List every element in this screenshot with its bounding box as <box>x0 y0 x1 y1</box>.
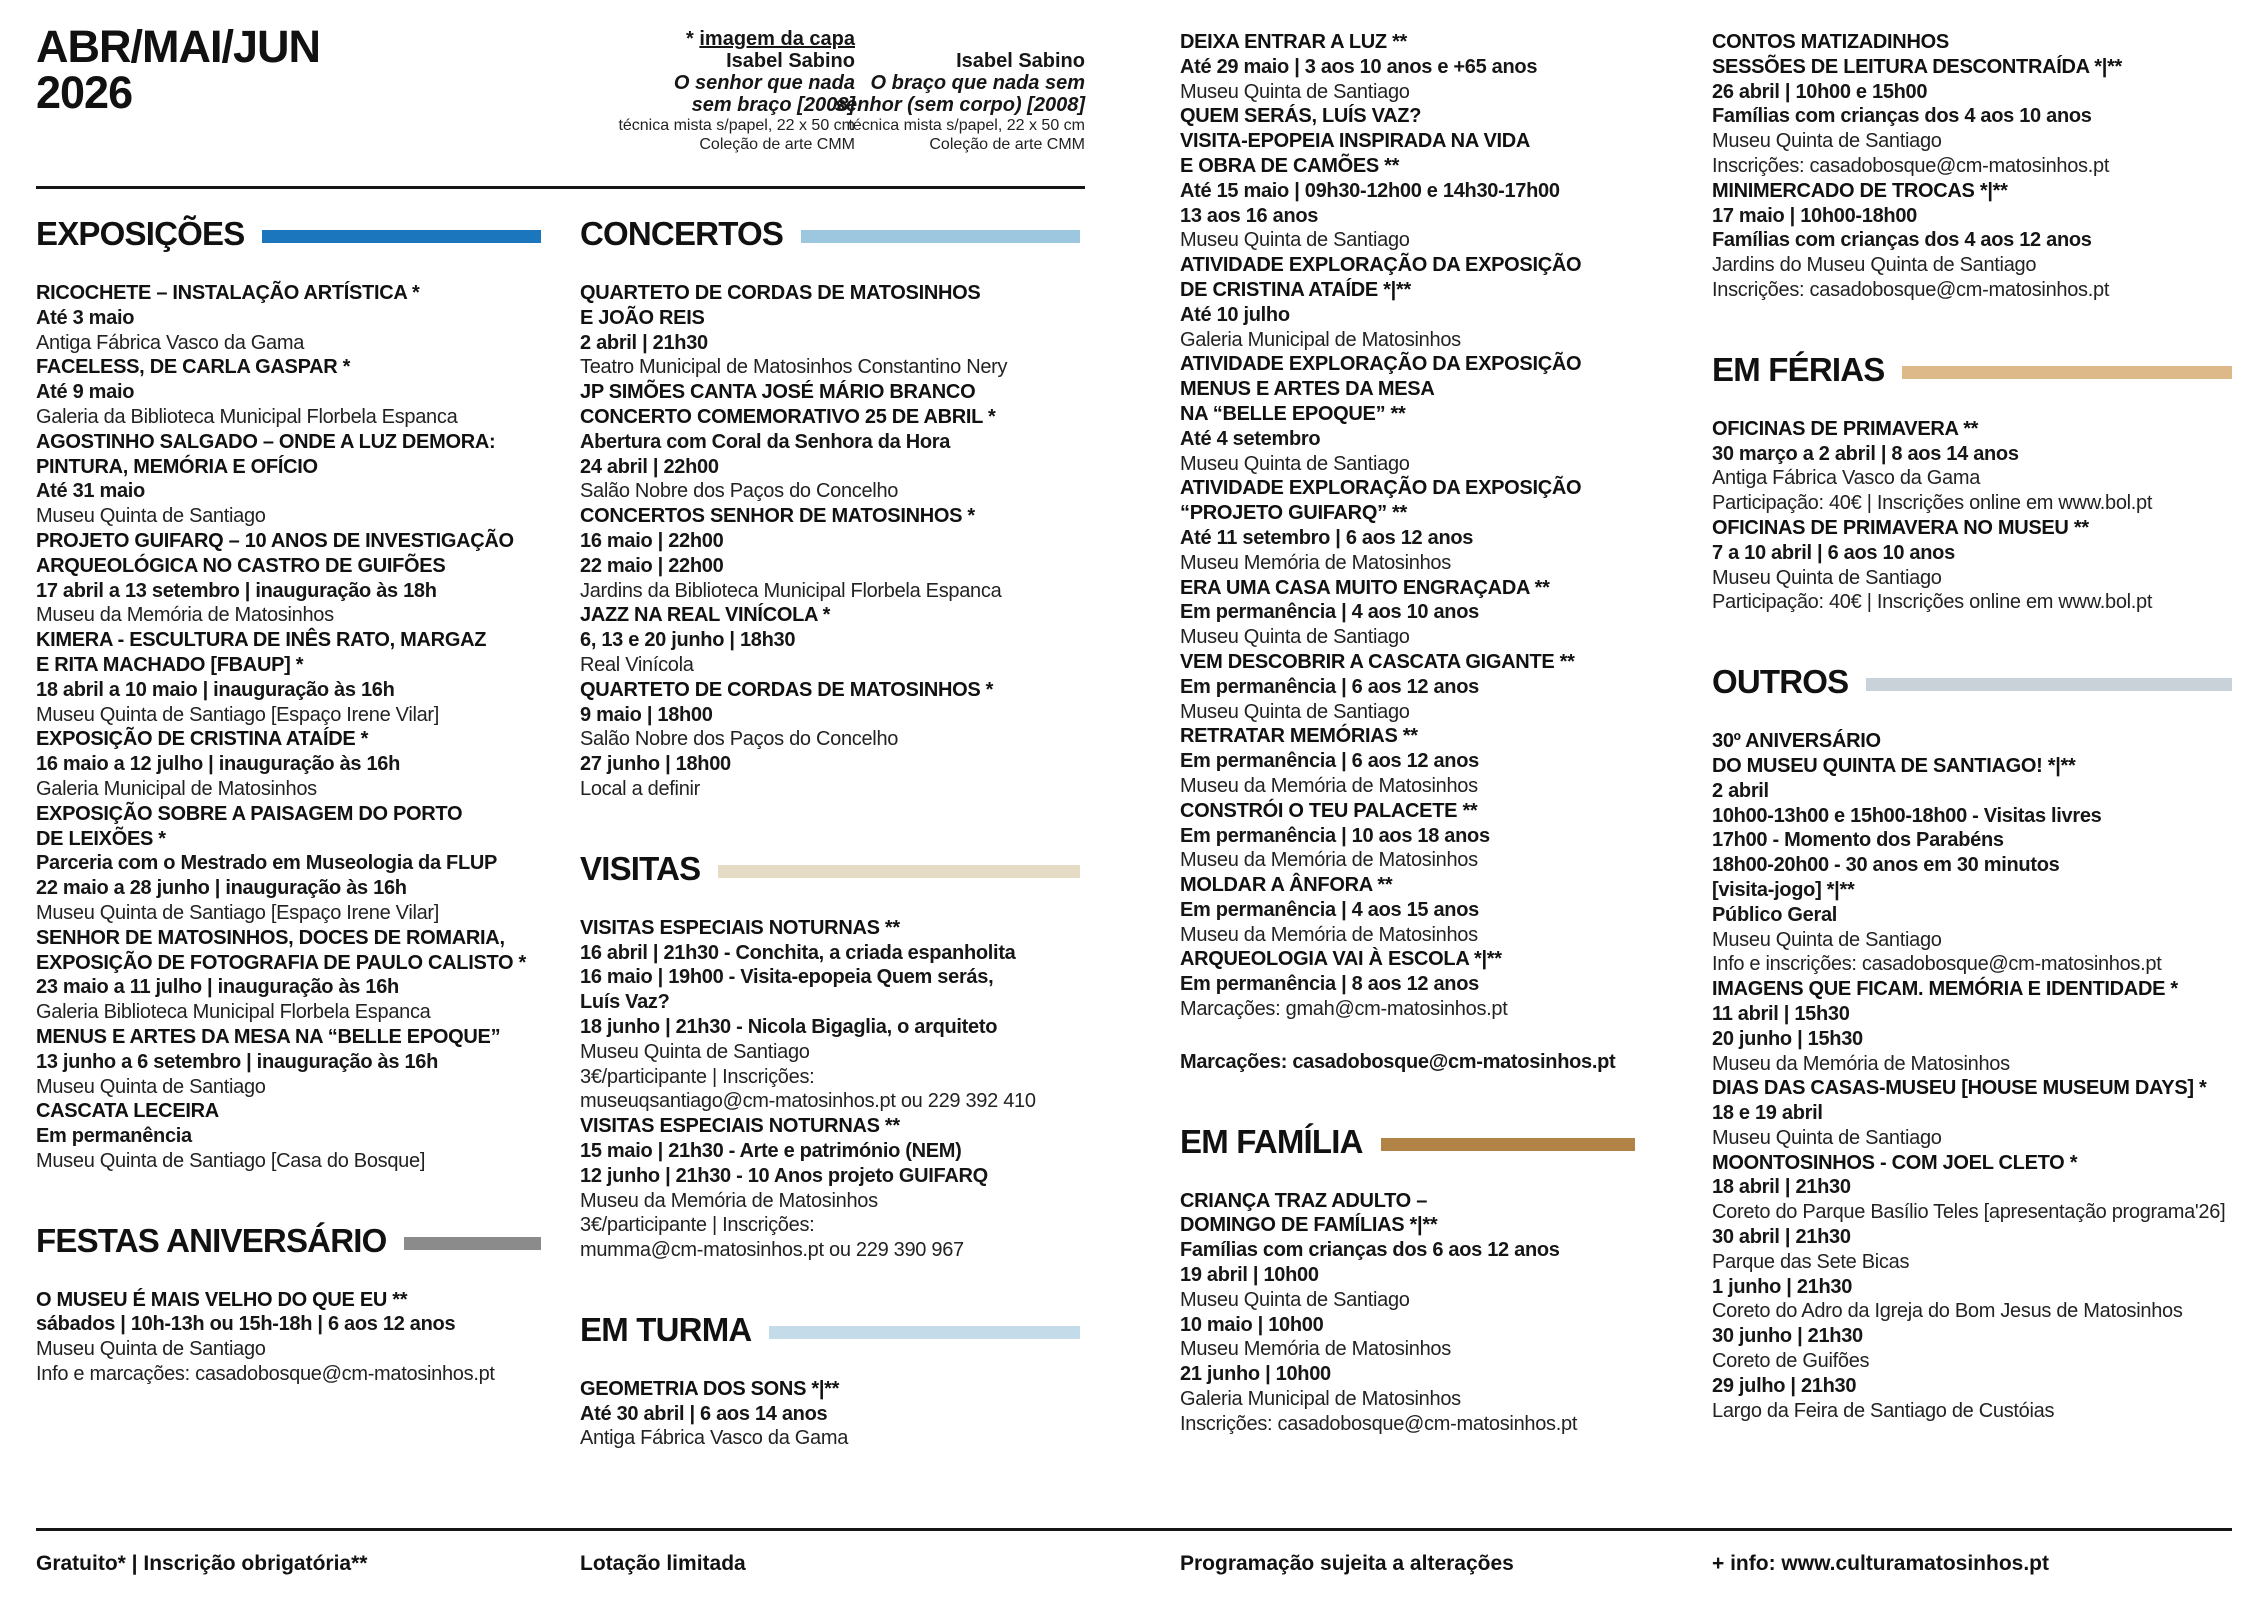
section-header <box>36 215 541 253</box>
event-title: SESSÕES DE LEITURA DESCONTRAÍDA *|** <box>1712 55 2123 78</box>
event-venue: Participação: 40€ | Inscrições online em www.bol.pt <box>1712 492 2153 515</box>
event-venue: Antiga Fábrica Vasco da Gama <box>1712 467 1981 490</box>
event-detail: 18h00-20h00 - 30 anos em 30 minutos <box>1712 854 2060 877</box>
event-title: MOONTOSINHOS - COM JOEL CLETO * <box>1712 1151 2078 1174</box>
event-detail: Famílias com crianças dos 6 aos 12 anos <box>1180 1239 1560 1262</box>
event-venue: Museu da Memória de Matosinhos <box>1180 774 1478 797</box>
event-venue: Museu Quinta de Santiago <box>1180 229 1410 252</box>
event-detail: Famílias com crianças dos 4 aos 12 anos <box>1712 229 2092 252</box>
event-title: CONCERTO COMEMORATIVO 25 DE ABRIL * <box>580 405 996 428</box>
artist-name: Isabel Sabino <box>726 50 855 72</box>
event-detail: Público Geral <box>1712 903 1838 926</box>
event-title: RICOCHETE – INSTALAÇÃO ARTÍSTICA * <box>36 282 420 304</box>
event-title: MINIMERCADO DE TROCAS *|** <box>1712 179 2008 202</box>
event-venue: Museu Quinta de Santiago <box>580 1040 810 1063</box>
artwork-collection: Coleção de arte CMM <box>929 136 1085 153</box>
event-title: VEM DESCOBRIR A CASCATA GIGANTE ** <box>1180 650 1575 673</box>
event-detail: 16 maio | 19h00 - Visita-epopeia Quem serás, <box>580 966 994 989</box>
event-detail: Famílias com crianças dos 4 aos 10 anos <box>1712 105 2092 128</box>
event-venue: Museu Quinta de Santiago <box>1180 452 1410 475</box>
event-title: DO MUSEU QUINTA DE SANTIAGO! *|** <box>1712 754 2076 777</box>
page-title <box>36 21 321 118</box>
event-title: KIMERA - ESCULTURA DE INÊS RATO, MARGAZ <box>36 629 487 652</box>
event-detail: Até 30 abril | 6 aos 14 anos <box>580 1402 828 1425</box>
footer-info-url: + info: www.culturamatosinhos.pt <box>1712 1552 2049 1575</box>
section-header <box>580 850 1080 888</box>
event-detail: 11 abril | 15h30 <box>1712 1002 1850 1025</box>
event-detail: 23 maio a 11 julho | inauguração às 16h <box>36 976 399 999</box>
page-title-line1: ABR/MAI/JUN <box>36 21 321 72</box>
event-detail: Em permanência | 8 aos 12 anos <box>1180 973 1479 996</box>
event-title: DIAS DAS CASAS-MUSEU [HOUSE MUSEUM DAYS] * <box>1712 1077 2207 1100</box>
footer-note-limited-capacity: Lotação limitada <box>580 1552 746 1575</box>
asterisk-marker: * <box>686 28 694 50</box>
event-detail: 18 junho | 21h30 - Nicola Bigaglia, o arquiteto <box>580 1015 998 1038</box>
event-detail: Parceria com o Mestrado em Museologia da FLUP <box>36 852 498 875</box>
event-title: ARQUEOLOGIA VAI À ESCOLA *|** <box>1180 948 1502 971</box>
event-detail: 21 junho | 10h00 <box>1180 1363 1331 1386</box>
event-title: FACELESS, DE CARLA GASPAR * <box>36 356 351 379</box>
footer-divider <box>36 1528 2232 1531</box>
event-detail: Até 15 maio | 09h30-12h00 e 14h30-17h00 <box>1180 179 1560 202</box>
event-title: DE CRISTINA ATAÍDE *|** <box>1180 278 1411 301</box>
event-detail: 18 abril | 21h30 <box>1712 1176 1851 1199</box>
event-detail: 22 maio a 28 junho | inauguração às 16h <box>36 877 407 900</box>
section-title: EM TURMA <box>580 1310 752 1348</box>
event-detail: 24 abril | 22h00 <box>580 455 719 478</box>
event-title: JP SIMÕES CANTA JOSÉ MÁRIO BRANCO <box>580 381 976 404</box>
event-title: PROJETO GUIFARQ – 10 ANOS DE INVESTIGAÇÃO <box>36 529 514 552</box>
event-venue: Galeria Municipal de Matosinhos <box>1180 328 1461 351</box>
event-title: QUARTETO DE CORDAS DE MATOSINHOS * <box>580 678 994 701</box>
event-detail: 9 maio | 18h00 <box>580 703 713 726</box>
event-venue: Local a definir <box>580 777 701 800</box>
event-title: RETRATAR MEMÓRIAS ** <box>1180 725 1418 748</box>
event-title: ATIVIDADE EXPLORAÇÃO DA EXPOSIÇÃO <box>1180 353 1582 376</box>
event-detail: Em permanência | 4 aos 10 anos <box>1180 601 1479 624</box>
event-detail: 16 abril | 21h30 - Conchita, a criada espanholita <box>580 941 1016 964</box>
event-venue: Museu Quinta de Santiago [Casa do Bosque] <box>36 1149 426 1172</box>
event-venue: Teatro Municipal de Matosinhos Constantino Nery <box>580 356 1008 379</box>
event-title: ATIVIDADE EXPLORAÇÃO DA EXPOSIÇÃO <box>1180 254 1582 277</box>
section-em-ferias <box>1712 351 2232 615</box>
event-detail: Até 3 maio <box>36 306 135 329</box>
event-detail: 17h00 - Momento dos Parabéns <box>1712 829 2004 852</box>
event-venue: Galeria Municipal de Matosinhos <box>36 777 317 800</box>
artwork-title-line: sem braço [2008] <box>691 94 855 116</box>
event-venue: Museu Quinta de Santiago <box>1712 130 1942 153</box>
event-detail: 13 aos 16 anos <box>1180 204 1319 227</box>
event-detail: 16 maio a 12 julho | inauguração às 16h <box>36 753 401 776</box>
event-detail: 22 maio | 22h00 <box>580 554 724 577</box>
event-venue: Museu Quinta de Santiago [Espaço Irene Vilar] <box>36 901 440 924</box>
event-title: QUARTETO DE CORDAS DE MATOSINHOS <box>580 282 981 304</box>
event-title: E RITA MACHADO [FBAUP] * <box>36 653 304 676</box>
section-header <box>580 215 1080 253</box>
section-header <box>1712 663 2232 701</box>
event-venue: Museu da Memória de Matosinhos <box>36 604 334 627</box>
event-title: ATIVIDADE EXPLORAÇÃO DA EXPOSIÇÃO <box>1180 477 1582 500</box>
event-title: SENHOR DE MATOSINHOS, DOCES DE ROMARIA, <box>36 926 505 949</box>
event-detail: 12 junho | 21h30 - 10 Anos projeto GUIFARQ <box>580 1164 988 1187</box>
event-title: GEOMETRIA DOS SONS *|** <box>580 1377 840 1400</box>
event-title: MOLDAR A ÂNFORA ** <box>1180 874 1393 897</box>
event-venue: Galeria Biblioteca Municipal Florbela Espanca <box>36 1001 431 1024</box>
footer-note-subject-to-change: Programação sujeita a alterações <box>1180 1552 1514 1575</box>
event-title: E OBRA DE CAMÕES ** <box>1180 154 1400 177</box>
section-continued <box>1180 30 1635 1075</box>
section-em-turma <box>580 1311 1080 1451</box>
section-color-bar <box>1381 1138 1635 1151</box>
event-title: OFICINAS DE PRIMAVERA ** <box>1712 417 1979 440</box>
event-venue: 3€/participante | Inscrições: <box>580 1065 815 1088</box>
event-venue: Inscrições: casadobosque@cm-matosinhos.pt <box>1712 154 2110 177</box>
event-detail: Abertura com Coral da Senhora da Hora <box>580 430 951 453</box>
section-header <box>1712 351 2232 389</box>
section-title: OUTROS <box>1712 663 1849 701</box>
column-3 <box>1180 30 1635 1437</box>
event-venue: Galeria Municipal de Matosinhos <box>1180 1388 1461 1411</box>
event-detail: Em permanência | 6 aos 12 anos <box>1180 675 1479 698</box>
event-title: JAZZ NA REAL VINÍCOLA * <box>580 604 831 627</box>
section-header <box>1180 1123 1635 1161</box>
event-title: VISITAS ESPECIAIS NOTURNAS ** <box>580 1115 900 1138</box>
event-title: MENUS E ARTES DA MESA <box>1180 378 1435 401</box>
section-title: CONCERTOS <box>580 215 784 252</box>
event-venue: mumma@cm-matosinhos.pt ou 229 390 967 <box>580 1239 964 1262</box>
event-title: E JOÃO REIS <box>580 306 705 329</box>
event-detail: sábados | 10h-13h ou 15h-18h | 6 aos 12 anos <box>36 1313 456 1336</box>
section-color-bar <box>801 230 1080 243</box>
section-header <box>580 1311 1080 1349</box>
event-venue: Museu Quinta de Santiago <box>36 505 266 528</box>
event-detail: 27 junho | 18h00 <box>580 753 731 776</box>
event-venue: Participação: 40€ | Inscrições online em www.bol.pt <box>1712 591 2153 614</box>
event-detail: 13 junho a 6 setembro | inauguração às 16h <box>36 1050 439 1073</box>
event-detail: Até 9 maio <box>36 381 135 404</box>
event-detail: 30 junho | 21h30 <box>1712 1325 1863 1348</box>
event-title: DE LEIXÕES * <box>36 827 166 850</box>
event-title: CASCATA LECEIRA <box>36 1100 219 1123</box>
event-detail: Até 10 julho <box>1180 303 1290 326</box>
event-detail: 7 a 10 abril | 6 aos 10 anos <box>1712 541 1955 564</box>
event-title: EXPOSIÇÃO DE CRISTINA ATAÍDE * <box>36 728 369 751</box>
section-color-bar <box>262 230 541 243</box>
section-festas-aniversario <box>36 1222 541 1387</box>
section-title: EM FAMÍLIA <box>1180 1122 1363 1160</box>
section-title: EXPOSIÇÕES <box>36 215 245 252</box>
event-venue: Salão Nobre dos Paços do Concelho <box>580 728 899 751</box>
event-detail: 18 abril a 10 maio | inauguração às 16h <box>36 678 395 701</box>
artwork-title-line: O senhor que nada <box>673 72 855 94</box>
footer-note-free-admission: Gratuito* | Inscrição obrigatória** <box>36 1552 368 1575</box>
section-color-bar <box>1866 678 2232 691</box>
event-detail: [visita-jogo] *|** <box>1712 878 1855 901</box>
event-venue: Museu Quinta de Santiago <box>36 1075 266 1098</box>
event-venue: Jardins do Museu Quinta de Santiago <box>1712 254 2037 277</box>
event-title: “PROJETO GUIFARQ” ** <box>1180 502 1408 525</box>
event-detail: Até 11 setembro | 6 aos 12 anos <box>1180 526 1474 549</box>
event-venue: Museu Quinta de Santiago [Espaço Irene Vilar] <box>36 703 440 726</box>
event-venue: Museu da Memória de Matosinhos <box>1180 849 1478 872</box>
event-venue: Museu da Memória de Matosinhos <box>580 1189 878 1212</box>
event-venue: Parque das Sete Bicas <box>1712 1250 1910 1273</box>
event-venue: museuqsantiago@cm-matosinhos.pt ou 229 392 410 <box>580 1090 1036 1113</box>
event-title: NA “BELLE EPOQUE” ** <box>1180 402 1406 425</box>
section-concertos <box>580 215 1080 802</box>
artwork-title-line: O braço que nada sem <box>870 72 1085 94</box>
event-detail: 2 abril <box>1712 779 1769 802</box>
event-venue: Largo da Feira de Santiago de Custóias <box>1712 1399 2055 1422</box>
event-detail: 19 abril | 10h00 <box>1180 1264 1319 1287</box>
header-divider <box>36 186 1085 189</box>
event-title: DOMINGO DE FAMÍLIAS *|** <box>1180 1214 1438 1237</box>
event-title: IMAGENS QUE FICAM. MEMÓRIA E IDENTIDADE * <box>1712 978 2178 1001</box>
artwork-technique: técnica mista s/papel, 22 x 50 cm <box>618 117 855 134</box>
event-detail: Em permanência | 4 aos 15 anos <box>1180 898 1479 921</box>
page-title-line2: 2026 <box>36 66 133 118</box>
section-color-bar <box>1902 366 2232 379</box>
event-detail: Luís Vaz? <box>580 991 670 1014</box>
event-venue: Museu da Memória de Matosinhos <box>1712 1052 2010 1075</box>
artwork-technique: técnica mista s/papel, 22 x 50 cm <box>848 117 1085 134</box>
section-title: VISITAS <box>580 849 701 887</box>
event-venue: Inscrições: casadobosque@cm-matosinhos.pt <box>1180 1412 1578 1435</box>
section-title: FESTAS ANIVERSÁRIO <box>36 1221 387 1259</box>
cover-note-label: imagem da capa <box>699 28 855 50</box>
event-venue: 3€/participante | Inscrições: <box>580 1214 815 1237</box>
event-venue: Salão Nobre dos Paços do Concelho <box>580 480 899 503</box>
event-detail: 16 maio | 22h00 <box>580 529 724 552</box>
event-detail: 6, 13 e 20 junho | 18h30 <box>580 629 796 652</box>
event-detail: Até 4 setembro <box>1180 427 1321 450</box>
cover-image-note <box>535 28 855 50</box>
event-detail: Em permanência | 10 aos 18 anos <box>1180 824 1490 847</box>
event-detail: Até 29 maio | 3 aos 10 anos e +65 anos <box>1180 55 1538 78</box>
event-detail: 1 junho | 21h30 <box>1712 1275 1853 1298</box>
event-title: CRIANÇA TRAZ ADULTO – <box>1180 1189 1428 1212</box>
section-title: EM FÉRIAS <box>1712 350 1885 388</box>
event-detail: 10 maio | 10h00 <box>1180 1313 1324 1336</box>
event-detail: 26 abril | 10h00 e 15h00 <box>1712 80 1928 103</box>
event-venue: Museu Memória de Matosinhos <box>1180 1338 1451 1361</box>
event-title: AGOSTINHO SALGADO – ONDE A LUZ DEMORA: <box>36 430 496 453</box>
event-title: VISITAS ESPECIAIS NOTURNAS ** <box>580 916 900 939</box>
section-visitas <box>580 850 1080 1263</box>
event-venue: Real Vinícola <box>580 653 694 676</box>
event-title: DEIXA ENTRAR A LUZ ** <box>1180 31 1408 53</box>
event-title: PINTURA, MEMÓRIA E OFÍCIO <box>36 455 318 478</box>
event-title: EXPOSIÇÃO SOBRE A PAISAGEM DO PORTO <box>36 802 463 825</box>
event-venue: Coreto do Adro da Igreja do Bom Jesus de Matosinhos <box>1712 1300 2183 1323</box>
event-venue: Coreto de Guifões <box>1712 1350 1870 1373</box>
event-venue: Museu Memória de Matosinhos <box>1180 551 1451 574</box>
event-venue: Museu Quinta de Santiago <box>1180 1288 1410 1311</box>
event-venue: Museu Quinta de Santiago <box>1712 928 1942 951</box>
cover-credit-2 <box>765 50 1085 154</box>
section-exposicoes <box>36 215 541 1174</box>
event-title: O MUSEU É MAIS VELHO DO QUE EU ** <box>36 1288 408 1311</box>
event-venue: Museu Quinta de Santiago <box>36 1338 266 1361</box>
event-title: MENUS E ARTES DA MESA NA “BELLE EPOQUE” <box>36 1025 501 1048</box>
section-color-bar <box>404 1237 541 1250</box>
column-4 <box>1712 30 2232 1423</box>
event-venue: Museu Quinta de Santiago <box>1712 1126 1942 1149</box>
event-title: VISITA-EPOPEIA INSPIRADA NA VIDA <box>1180 130 1531 153</box>
event-venue: Inscrições: casadobosque@cm-matosinhos.pt <box>1712 278 2110 301</box>
event-detail: Marcações: casadobosque@cm-matosinhos.pt <box>1180 1050 1616 1073</box>
event-venue: Museu Quinta de Santiago <box>1180 700 1410 723</box>
event-title: CONCERTOS SENHOR DE MATOSINHOS * <box>580 505 975 528</box>
event-title: CONSTRÓI O TEU PALACETE ** <box>1180 799 1478 822</box>
artwork-collection: Coleção de arte CMM <box>699 136 855 153</box>
event-title: EXPOSIÇÃO DE FOTOGRAFIA DE PAULO CALISTO * <box>36 951 527 974</box>
section-em-familia <box>1180 1123 1635 1437</box>
section-color-bar <box>769 1326 1080 1339</box>
event-detail: 30 abril | 21h30 <box>1712 1226 1851 1249</box>
column-2 <box>580 215 1080 1451</box>
event-venue: Antiga Fábrica Vasco da Gama <box>36 331 305 354</box>
event-venue: Galeria da Biblioteca Municipal Florbela Espanca <box>36 405 458 428</box>
event-detail: 20 junho | 15h30 <box>1712 1027 1863 1050</box>
artist-name: Isabel Sabino <box>956 50 1085 72</box>
event-venue: Coreto do Parque Basílio Teles [apresentação programa'26] <box>1712 1201 2226 1224</box>
event-detail: 2 abril | 21h30 <box>580 331 708 354</box>
event-detail: Em permanência | 6 aos 12 anos <box>1180 750 1479 773</box>
event-venue: Info e marcações: casadobosque@cm-matosinhos.pt <box>36 1363 495 1386</box>
event-detail: 29 julho | 21h30 <box>1712 1374 1857 1397</box>
event-detail: 17 maio | 10h00-18h00 <box>1712 204 1917 227</box>
section-continued <box>1712 30 2232 303</box>
event-title: CONTOS MATIZADINHOS <box>1712 31 1949 53</box>
event-title: OFICINAS DE PRIMAVERA NO MUSEU ** <box>1712 516 2089 539</box>
event-venue: Museu Quinta de Santiago <box>1180 626 1410 649</box>
event-detail: 15 maio | 21h30 - Arte e património (NEM) <box>580 1139 962 1162</box>
event-venue: Marcações: gmah@cm-matosinhos.pt <box>1180 998 1508 1021</box>
section-color-bar <box>718 865 1080 878</box>
event-venue: Info e inscrições: casadobosque@cm-matosinhos.pt <box>1712 953 2162 976</box>
event-venue: Antiga Fábrica Vasco da Gama <box>580 1427 849 1450</box>
event-detail: Em permanência <box>36 1125 192 1148</box>
event-title: 30º ANIVERSÁRIO <box>1712 730 1881 753</box>
event-detail: 17 abril a 13 setembro | inauguração às 18h <box>36 579 437 602</box>
event-detail: 18 e 19 abril <box>1712 1102 1823 1125</box>
section-header <box>36 1222 541 1260</box>
event-detail: 30 março a 2 abril | 8 aos 14 anos <box>1712 442 2019 465</box>
column-1 <box>36 215 541 1387</box>
event-title: QUEM SERÁS, LUÍS VAZ? <box>1180 105 1422 128</box>
event-title: ERA UMA CASA MUITO ENGRAÇADA ** <box>1180 576 1550 599</box>
event-venue: Jardins da Biblioteca Municipal Florbela Espanca <box>580 579 1002 602</box>
artwork-title-line: senhor (sem corpo) [2008] <box>834 94 1085 116</box>
event-title: ARQUEOLÓGICA NO CASTRO DE GUIFÕES <box>36 554 446 577</box>
event-venue: Museu Quinta de Santiago <box>1180 80 1410 103</box>
event-venue: Museu Quinta de Santiago <box>1712 566 1942 589</box>
section-outros <box>1712 663 2232 1423</box>
event-detail: Até 31 maio <box>36 480 145 503</box>
event-venue: Museu da Memória de Matosinhos <box>1180 923 1478 946</box>
event-detail: 10h00-13h00 e 15h00-18h00 - Visitas livres <box>1712 804 2102 827</box>
